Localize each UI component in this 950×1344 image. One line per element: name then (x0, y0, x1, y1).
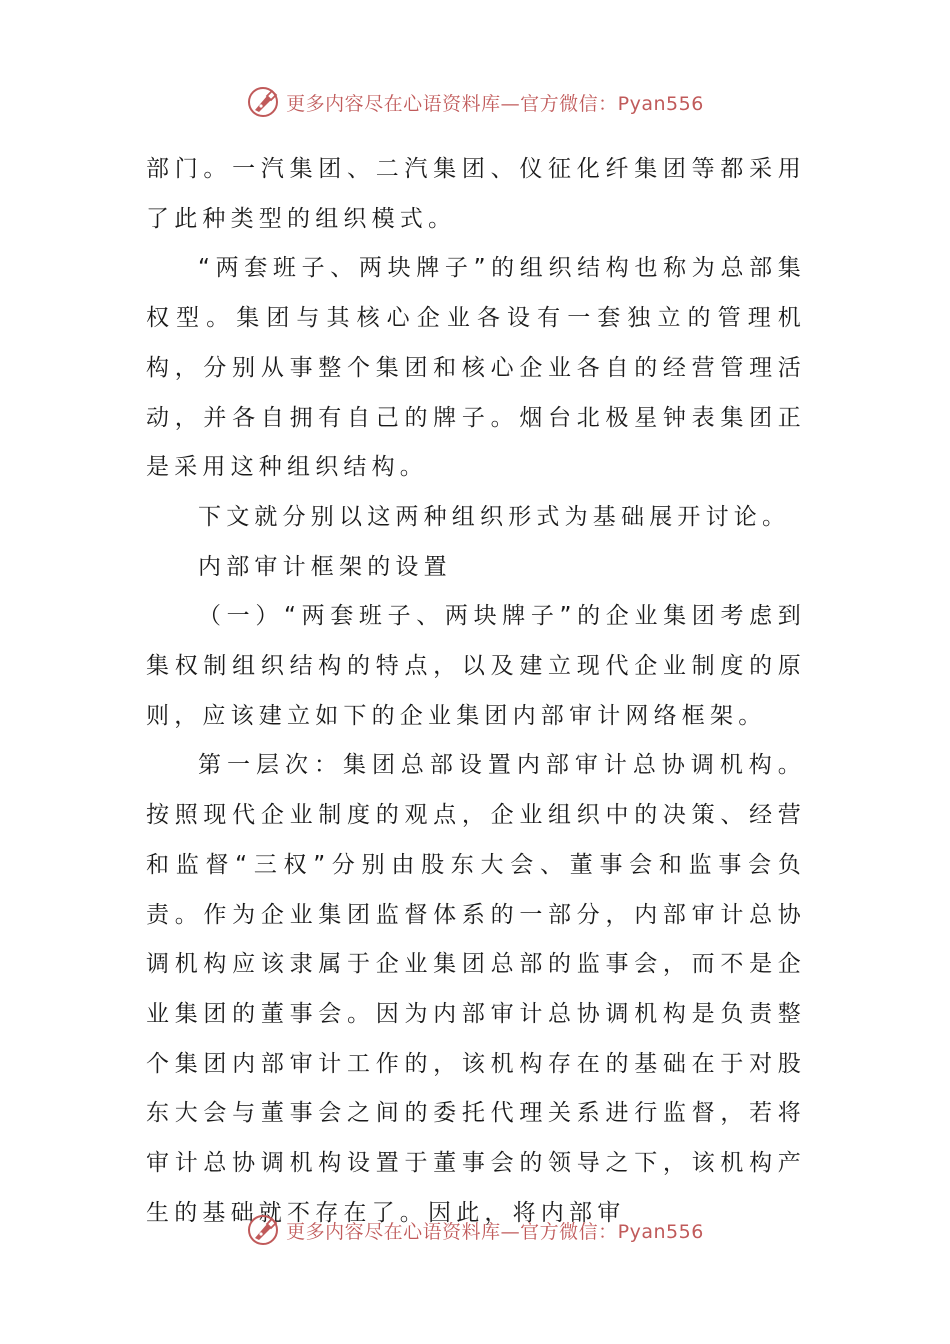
paragraph-2: “两套班子、两块牌子”的组织结构也称为总部集权型。集团与其核心企业各设有一套独立的管理机构，分别从事整个集团和核心企业各自的经营管理活动，并各自拥有自己的牌子。烟台北极星钟表集团正是采用这种组织结构。 (146, 255, 806, 481)
watermark-text (286, 1217, 704, 1244)
pen-nib-icon (246, 85, 280, 119)
paragraph-6: 第一层次：集团总部设置内部审计总协调机构。按照现代企业制度的观点，企业组织中的决策、经营和监督“三权”分别由股东大会、董事会和监事会负责。作为企业集团监督体系的一部分，内部审计总协调机构应该隶属于企业集团总部的监事会，而不是企业集团的董事会。因为内部审计总协调机构是负责整个集团内部审计工作的，该机构存在的基础在于对股东大会与董事会之间的委托代理关系进行监督，若将审计总协调机构设置于董事会的领导之下，该机构产生的基础就不存在了。因此，将内部审 (146, 752, 806, 1226)
watermark-handle: Pyan556 (617, 92, 704, 115)
page-footer-watermark (0, 1212, 950, 1248)
pen-nib-icon (246, 1213, 280, 1247)
watermark-label: 更多内容尽在心语资料库—官方微信： (286, 1220, 618, 1243)
watermark-text (286, 89, 704, 116)
watermark-handle: Pyan556 (617, 1220, 704, 1243)
section-heading: 内部审计框架的设置 (198, 553, 452, 580)
paragraph-5: （一）“两套班子、两块牌子”的企业集团考虑到集权制组织结构的特点，以及建立现代企业制度的原则，应该建立如下的企业集团内部审计网络框架。 (146, 603, 806, 729)
paragraph-1: 部门。一汽集团、二汽集团、仪征化纤集团等都采用了此种类型的组织模式。 (146, 156, 806, 232)
document-body (146, 145, 806, 1238)
watermark-label: 更多内容尽在心语资料库—官方微信： (286, 92, 618, 115)
page-header-watermark (0, 84, 950, 120)
paragraph-3: 下文就分别以这两种组织形式为基础展开讨论。 (198, 503, 791, 530)
